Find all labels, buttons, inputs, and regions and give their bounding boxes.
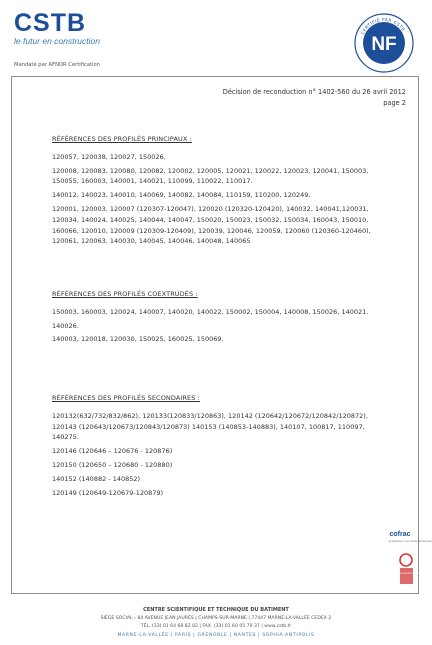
- decision-reference: Décision de reconduction n° 1402-560 du 26 avril 2012: [222, 88, 406, 96]
- reference-list: 120057, 120038, 120027, 150026.: [52, 152, 166, 161]
- reference-list: 140026.: [52, 321, 79, 330]
- cstb-logo: [14, 10, 154, 46]
- nf-certification-logo: [353, 12, 415, 74]
- reference-list: 120146 (120646 – 120676 - 120876): [52, 447, 173, 456]
- section-title: RÉFÉRENCES DES PROFILÉS PRINCIPAUX :: [52, 135, 192, 143]
- nf-mark-text: NF: [371, 34, 397, 55]
- reference-list: 120150 (120650 – 120680 - 120880): [52, 460, 173, 469]
- reference-list: 120132(632/732/832/862), 120133(120833/120863), 120142 (120642/120672/120842/120872), 120143 (120643/120673/120843/120873) 140153 (140853-140883), 140107, 100817, 110097, 140275.: [52, 411, 368, 442]
- reference-list: 140152 (140882 - 140852): [52, 474, 141, 483]
- reference-list: 140012, 140023, 140010, 140069, 140082, 140084, 110159, 110200, 120249.: [52, 191, 311, 200]
- section-main-profiles: [52, 134, 392, 250]
- reference-list: 120149 (120649-120679-120879): [52, 488, 164, 497]
- nf-ring-text: CERTIFIÉ PAR CSTB: [359, 16, 407, 36]
- footer-sites: MARNE-LA-VALLÉE | PARIS | GRENOBLE | NANTES | SOPHIA-ANTIPOLIS: [117, 632, 315, 638]
- cstb-wordmark: CSTB: [14, 9, 87, 37]
- cofrac-accreditation-logo: [383, 528, 432, 590]
- footer-contact: TÉL. (33) 01 64 68 82 82 | FAX. (33) 01 60 05 70 37 | www.cstb.fr: [140, 624, 292, 629]
- decision-header: [223, 87, 406, 109]
- reference-list: 120008, 120083, 120080, 120082, 120002, 120005, 120021, 120022, 120023, 120041, 150003, 150055, 160003, 140001, 140021, 110099, 110022, 110017.: [52, 166, 369, 186]
- footer-org-name: CENTRE SCIENTIFIQUE ET TECHNIQUE DU BATIMENT: [143, 607, 289, 613]
- footer: [0, 606, 432, 640]
- cofrac-label: cofrac: [389, 531, 411, 538]
- section-secondary-profiles: [52, 393, 392, 501]
- cofrac-side-text: CERTIFICATION DE PRODUITS INDUSTRIELS: [389, 574, 423, 575]
- section-title: RÉFÉRENCES DES PROFILÉS COEXTRUDÉS :: [52, 290, 198, 298]
- reference-list: 120001, 120003, 120007 (120307-120047), 120020 (120320-120420), 140032, 140041,120031, 120034, 140024, 140025, 140044, 140047, 150020, 150023, 150032, 150034, 160043, 150010, 160066, 120010, 120009 (120309-120409), 120039, 120046, 120059, 120060 (120360-120460), 120061, 120063, 140030, 140045, 140046, 140048, 140065: [52, 204, 371, 246]
- page-number: page 2: [383, 99, 406, 107]
- footer-address: SIÈGE SOCIAL › 84 AVENUE JEAN JAURÈS | CHAMPS-SUR-MARNE | 77447 MARNE-LA-VALLÉE CEDEX 2: [100, 615, 332, 621]
- cstb-tagline: le futur en construction: [14, 36, 100, 46]
- section-title: RÉFÉRENCES DES PROFILÉS SECONDAIRES :: [52, 394, 200, 402]
- section-coextruded-profiles: [52, 289, 392, 348]
- cofrac-note: ACCRÉDITATION N° 5-0010 PORTÉE DISPONIBLE SUR: [389, 542, 432, 543]
- reference-list: 150003, 160003, 120024, 140007, 140020, 140022, 150002, 150004, 140008, 150026, 140021.: [52, 307, 369, 316]
- afnor-mandate-text: Mandaté par AFNOR Certification: [14, 62, 100, 68]
- reference-list: 140003, 120018, 120030, 150025, 160025, 150069.: [52, 335, 224, 344]
